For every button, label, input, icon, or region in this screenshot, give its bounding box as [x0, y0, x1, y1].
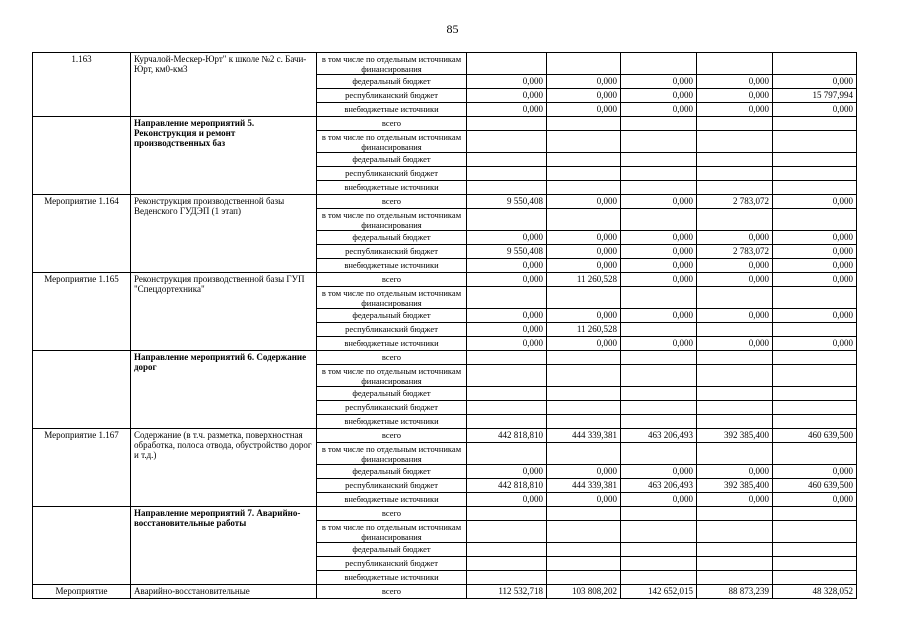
- amount-cell: 0,000: [773, 259, 857, 273]
- amount-cell: 15 797,994: [773, 89, 857, 103]
- amount-cell: 0,000: [773, 273, 857, 287]
- funding-source: внебюджетные источники: [317, 181, 467, 195]
- direction-title: Направление мероприятий 7. Аварийно-восстановительные работы: [131, 507, 317, 585]
- measure-name: Курчалой-Мескер-Юрт" к школе №2 с. Бачи-Юрт, км0-км3: [131, 53, 317, 117]
- amount-cell: 0,000: [697, 309, 773, 323]
- amount-cell: [467, 351, 547, 365]
- amount-cell: [547, 365, 621, 387]
- amount-cell: [621, 181, 697, 195]
- funding-source: внебюджетные источники: [317, 103, 467, 117]
- amount-cell: [621, 521, 697, 543]
- amount-cell: [621, 401, 697, 415]
- amount-cell: [621, 153, 697, 167]
- amount-cell: [621, 387, 697, 401]
- amount-cell: 0,000: [621, 309, 697, 323]
- amount-cell: [773, 557, 857, 571]
- amount-cell: [697, 167, 773, 181]
- amount-cell: [467, 387, 547, 401]
- funding-source: в том числе по отдельным источникам финансирования: [317, 131, 467, 153]
- funding-source: республиканский бюджет: [317, 167, 467, 181]
- amount-cell: [773, 323, 857, 337]
- amount-cell: 442 818,810: [467, 429, 547, 443]
- amount-cell: [467, 401, 547, 415]
- amount-cell: 0,000: [621, 245, 697, 259]
- amount-cell: [697, 415, 773, 429]
- amount-cell: 0,000: [467, 323, 547, 337]
- measure-name: Содержание (в т.ч. разметка, поверхностная обработка, полоса отвода, обустройство дорог и т.д.): [131, 429, 317, 507]
- funding-source: республиканский бюджет: [317, 557, 467, 571]
- amount-cell: 0,000: [773, 245, 857, 259]
- amount-cell: [467, 557, 547, 571]
- amount-cell: 2 783,072: [697, 195, 773, 209]
- amount-cell: [547, 153, 621, 167]
- amount-cell: [773, 287, 857, 309]
- amount-cell: [621, 53, 697, 75]
- amount-cell: 0,000: [621, 89, 697, 103]
- amount-cell: [547, 209, 621, 231]
- amount-cell: 0,000: [547, 259, 621, 273]
- amount-cell: 0,000: [697, 273, 773, 287]
- amount-cell: [467, 365, 547, 387]
- funding-source: внебюджетные источники: [317, 571, 467, 585]
- amount-cell: [773, 53, 857, 75]
- amount-cell: 0,000: [773, 493, 857, 507]
- amount-cell: [697, 387, 773, 401]
- amount-cell: 0,000: [547, 245, 621, 259]
- amount-cell: 0,000: [697, 231, 773, 245]
- amount-cell: 0,000: [547, 493, 621, 507]
- budget-table: [32, 52, 857, 599]
- amount-cell: [621, 131, 697, 153]
- amount-cell: [547, 415, 621, 429]
- amount-cell: [547, 401, 621, 415]
- funding-source: федеральный бюджет: [317, 543, 467, 557]
- amount-cell: 0,000: [697, 337, 773, 351]
- amount-cell: [547, 507, 621, 521]
- amount-cell: [621, 507, 697, 521]
- funding-source: федеральный бюджет: [317, 231, 467, 245]
- measure-name: Реконструкция производственной базы Веденского ГУДЭП (1 этап): [131, 195, 317, 273]
- amount-cell: 0,000: [467, 89, 547, 103]
- amount-cell: 0,000: [547, 231, 621, 245]
- budget-table-body: [33, 53, 857, 599]
- amount-cell: [697, 181, 773, 195]
- amount-cell: 0,000: [697, 465, 773, 479]
- amount-cell: [547, 543, 621, 557]
- amount-cell: 392 385,400: [697, 429, 773, 443]
- amount-cell: [467, 53, 547, 75]
- amount-cell: 0,000: [773, 103, 857, 117]
- funding-source: республиканский бюджет: [317, 323, 467, 337]
- amount-cell: [547, 351, 621, 365]
- amount-cell: [467, 153, 547, 167]
- table-row: [33, 273, 857, 287]
- amount-cell: [621, 543, 697, 557]
- amount-cell: 0,000: [773, 231, 857, 245]
- amount-cell: [697, 365, 773, 387]
- amount-cell: 0,000: [621, 273, 697, 287]
- amount-cell: [697, 53, 773, 75]
- amount-cell: 0,000: [773, 195, 857, 209]
- table-row: [33, 351, 857, 365]
- funding-source: в том числе по отдельным источникам финансирования: [317, 53, 467, 75]
- funding-source: в том числе по отдельным источникам финансирования: [317, 443, 467, 465]
- amount-cell: [467, 209, 547, 231]
- amount-cell: [697, 209, 773, 231]
- funding-source: всего: [317, 507, 467, 521]
- amount-cell: 0,000: [467, 493, 547, 507]
- amount-cell: 112 532,718: [467, 585, 547, 599]
- amount-cell: 0,000: [547, 103, 621, 117]
- amount-cell: 88 873,239: [697, 585, 773, 599]
- funding-source: внебюджетные источники: [317, 493, 467, 507]
- amount-cell: 0,000: [467, 309, 547, 323]
- amount-cell: [773, 521, 857, 543]
- amount-cell: [697, 351, 773, 365]
- amount-cell: [773, 387, 857, 401]
- funding-source: всего: [317, 273, 467, 287]
- amount-cell: 0,000: [547, 309, 621, 323]
- funding-source: республиканский бюджет: [317, 245, 467, 259]
- funding-source: федеральный бюджет: [317, 465, 467, 479]
- amount-cell: [547, 443, 621, 465]
- amount-cell: 0,000: [621, 259, 697, 273]
- amount-cell: [467, 507, 547, 521]
- table-row: [33, 53, 857, 75]
- amount-cell: [547, 387, 621, 401]
- amount-cell: [621, 323, 697, 337]
- amount-cell: [697, 507, 773, 521]
- amount-cell: [467, 415, 547, 429]
- amount-cell: 460 639,500: [773, 479, 857, 493]
- amount-cell: 444 339,381: [547, 479, 621, 493]
- measure-code: [33, 117, 131, 195]
- amount-cell: [697, 543, 773, 557]
- funding-source: федеральный бюджет: [317, 153, 467, 167]
- amount-cell: [547, 167, 621, 181]
- amount-cell: [621, 351, 697, 365]
- amount-cell: 11 260,528: [547, 273, 621, 287]
- amount-cell: [547, 117, 621, 131]
- amount-cell: [621, 287, 697, 309]
- funding-source: республиканский бюджет: [317, 89, 467, 103]
- amount-cell: [773, 415, 857, 429]
- amount-cell: 0,000: [547, 465, 621, 479]
- amount-cell: 0,000: [697, 103, 773, 117]
- funding-source: внебюджетные источники: [317, 337, 467, 351]
- amount-cell: 0,000: [467, 273, 547, 287]
- amount-cell: 460 639,500: [773, 429, 857, 443]
- measure-code: Мероприятие 1.167: [33, 429, 131, 507]
- amount-cell: [773, 351, 857, 365]
- amount-cell: 0,000: [697, 493, 773, 507]
- amount-cell: [773, 507, 857, 521]
- measure-code: [33, 351, 131, 429]
- funding-source: всего: [317, 351, 467, 365]
- funding-source: в том числе по отдельным источникам финансирования: [317, 209, 467, 231]
- page-number: 85: [446, 22, 459, 36]
- amount-cell: 0,000: [467, 337, 547, 351]
- amount-cell: 463 206,493: [621, 429, 697, 443]
- amount-cell: 2 783,072: [697, 245, 773, 259]
- amount-cell: [621, 365, 697, 387]
- amount-cell: 11 260,528: [547, 323, 621, 337]
- amount-cell: [547, 131, 621, 153]
- amount-cell: [621, 443, 697, 465]
- amount-cell: [621, 209, 697, 231]
- amount-cell: [467, 443, 547, 465]
- funding-source: республиканский бюджет: [317, 479, 467, 493]
- amount-cell: 442 818,810: [467, 479, 547, 493]
- amount-cell: [697, 401, 773, 415]
- amount-cell: [621, 167, 697, 181]
- amount-cell: 48 328,052: [773, 585, 857, 599]
- amount-cell: [467, 543, 547, 557]
- amount-cell: [773, 131, 857, 153]
- amount-cell: [467, 181, 547, 195]
- amount-cell: [773, 153, 857, 167]
- funding-source: федеральный бюджет: [317, 387, 467, 401]
- amount-cell: 0,000: [547, 89, 621, 103]
- funding-source: федеральный бюджет: [317, 75, 467, 89]
- amount-cell: [621, 415, 697, 429]
- measure-code: Мероприятие: [33, 585, 131, 599]
- amount-cell: [547, 571, 621, 585]
- amount-cell: 463 206,493: [621, 479, 697, 493]
- amount-cell: 0,000: [547, 195, 621, 209]
- amount-cell: 0,000: [773, 465, 857, 479]
- amount-cell: [467, 571, 547, 585]
- funding-source: всего: [317, 195, 467, 209]
- amount-cell: 0,000: [621, 231, 697, 245]
- funding-source: внебюджетные источники: [317, 259, 467, 273]
- amount-cell: [547, 53, 621, 75]
- amount-cell: 0,000: [697, 259, 773, 273]
- amount-cell: [467, 131, 547, 153]
- amount-cell: [697, 443, 773, 465]
- amount-cell: 0,000: [621, 465, 697, 479]
- table-row: [33, 195, 857, 209]
- amount-cell: [697, 557, 773, 571]
- amount-cell: 0,000: [773, 75, 857, 89]
- amount-cell: 0,000: [467, 465, 547, 479]
- amount-cell: 142 652,015: [621, 585, 697, 599]
- amount-cell: 0,000: [621, 337, 697, 351]
- amount-cell: [697, 287, 773, 309]
- measure-code: Мероприятие 1.164: [33, 195, 131, 273]
- amount-cell: 9 550,408: [467, 195, 547, 209]
- amount-cell: [467, 287, 547, 309]
- amount-cell: 444 339,381: [547, 429, 621, 443]
- funding-source: республиканский бюджет: [317, 401, 467, 415]
- funding-source: в том числе по отдельным источникам финансирования: [317, 287, 467, 309]
- amount-cell: 0,000: [773, 309, 857, 323]
- amount-cell: [773, 443, 857, 465]
- table-row: [33, 117, 857, 131]
- amount-cell: [773, 117, 857, 131]
- amount-cell: 0,000: [467, 75, 547, 89]
- funding-source: в том числе по отдельным источникам финансирования: [317, 521, 467, 543]
- amount-cell: [697, 323, 773, 337]
- amount-cell: [697, 571, 773, 585]
- funding-source: внебюджетные источники: [317, 415, 467, 429]
- amount-cell: [697, 117, 773, 131]
- amount-cell: 0,000: [697, 89, 773, 103]
- amount-cell: [467, 117, 547, 131]
- table-row: [33, 507, 857, 521]
- amount-cell: 0,000: [621, 75, 697, 89]
- funding-source: всего: [317, 429, 467, 443]
- funding-source: всего: [317, 585, 467, 599]
- amount-cell: [547, 521, 621, 543]
- measure-code: 1.163: [33, 53, 131, 117]
- amount-cell: 0,000: [467, 231, 547, 245]
- amount-cell: 0,000: [467, 103, 547, 117]
- amount-cell: [621, 557, 697, 571]
- amount-cell: [467, 521, 547, 543]
- amount-cell: [773, 167, 857, 181]
- measure-name: Аварийно-восстановительные: [131, 585, 317, 599]
- amount-cell: [547, 287, 621, 309]
- amount-cell: [697, 153, 773, 167]
- amount-cell: 0,000: [621, 493, 697, 507]
- amount-cell: [547, 557, 621, 571]
- table-row: [33, 585, 857, 599]
- measure-code: Мероприятие 1.165: [33, 273, 131, 351]
- amount-cell: [773, 401, 857, 415]
- amount-cell: 9 550,408: [467, 245, 547, 259]
- amount-cell: [773, 181, 857, 195]
- amount-cell: [547, 181, 621, 195]
- amount-cell: [621, 571, 697, 585]
- amount-cell: 103 808,202: [547, 585, 621, 599]
- amount-cell: [697, 131, 773, 153]
- amount-cell: 0,000: [621, 195, 697, 209]
- amount-cell: 0,000: [621, 103, 697, 117]
- amount-cell: [773, 543, 857, 557]
- amount-cell: [773, 571, 857, 585]
- amount-cell: 392 385,400: [697, 479, 773, 493]
- amount-cell: [697, 521, 773, 543]
- amount-cell: [467, 167, 547, 181]
- amount-cell: 0,000: [773, 337, 857, 351]
- amount-cell: 0,000: [467, 259, 547, 273]
- direction-title: Направление мероприятий 5. Реконструкция и ремонт производственных баз: [131, 117, 317, 195]
- amount-cell: [621, 117, 697, 131]
- amount-cell: 0,000: [697, 75, 773, 89]
- direction-title: Направление мероприятий 6. Содержание дорог: [131, 351, 317, 429]
- funding-source: федеральный бюджет: [317, 309, 467, 323]
- measure-code: [33, 507, 131, 585]
- amount-cell: 0,000: [547, 75, 621, 89]
- amount-cell: [773, 365, 857, 387]
- measure-name: Реконструкция производственной базы ГУП "Спецдортехника": [131, 273, 317, 351]
- table-row: [33, 429, 857, 443]
- amount-cell: [773, 209, 857, 231]
- amount-cell: 0,000: [547, 337, 621, 351]
- funding-source: в том числе по отдельным источникам финансирования: [317, 365, 467, 387]
- funding-source: всего: [317, 117, 467, 131]
